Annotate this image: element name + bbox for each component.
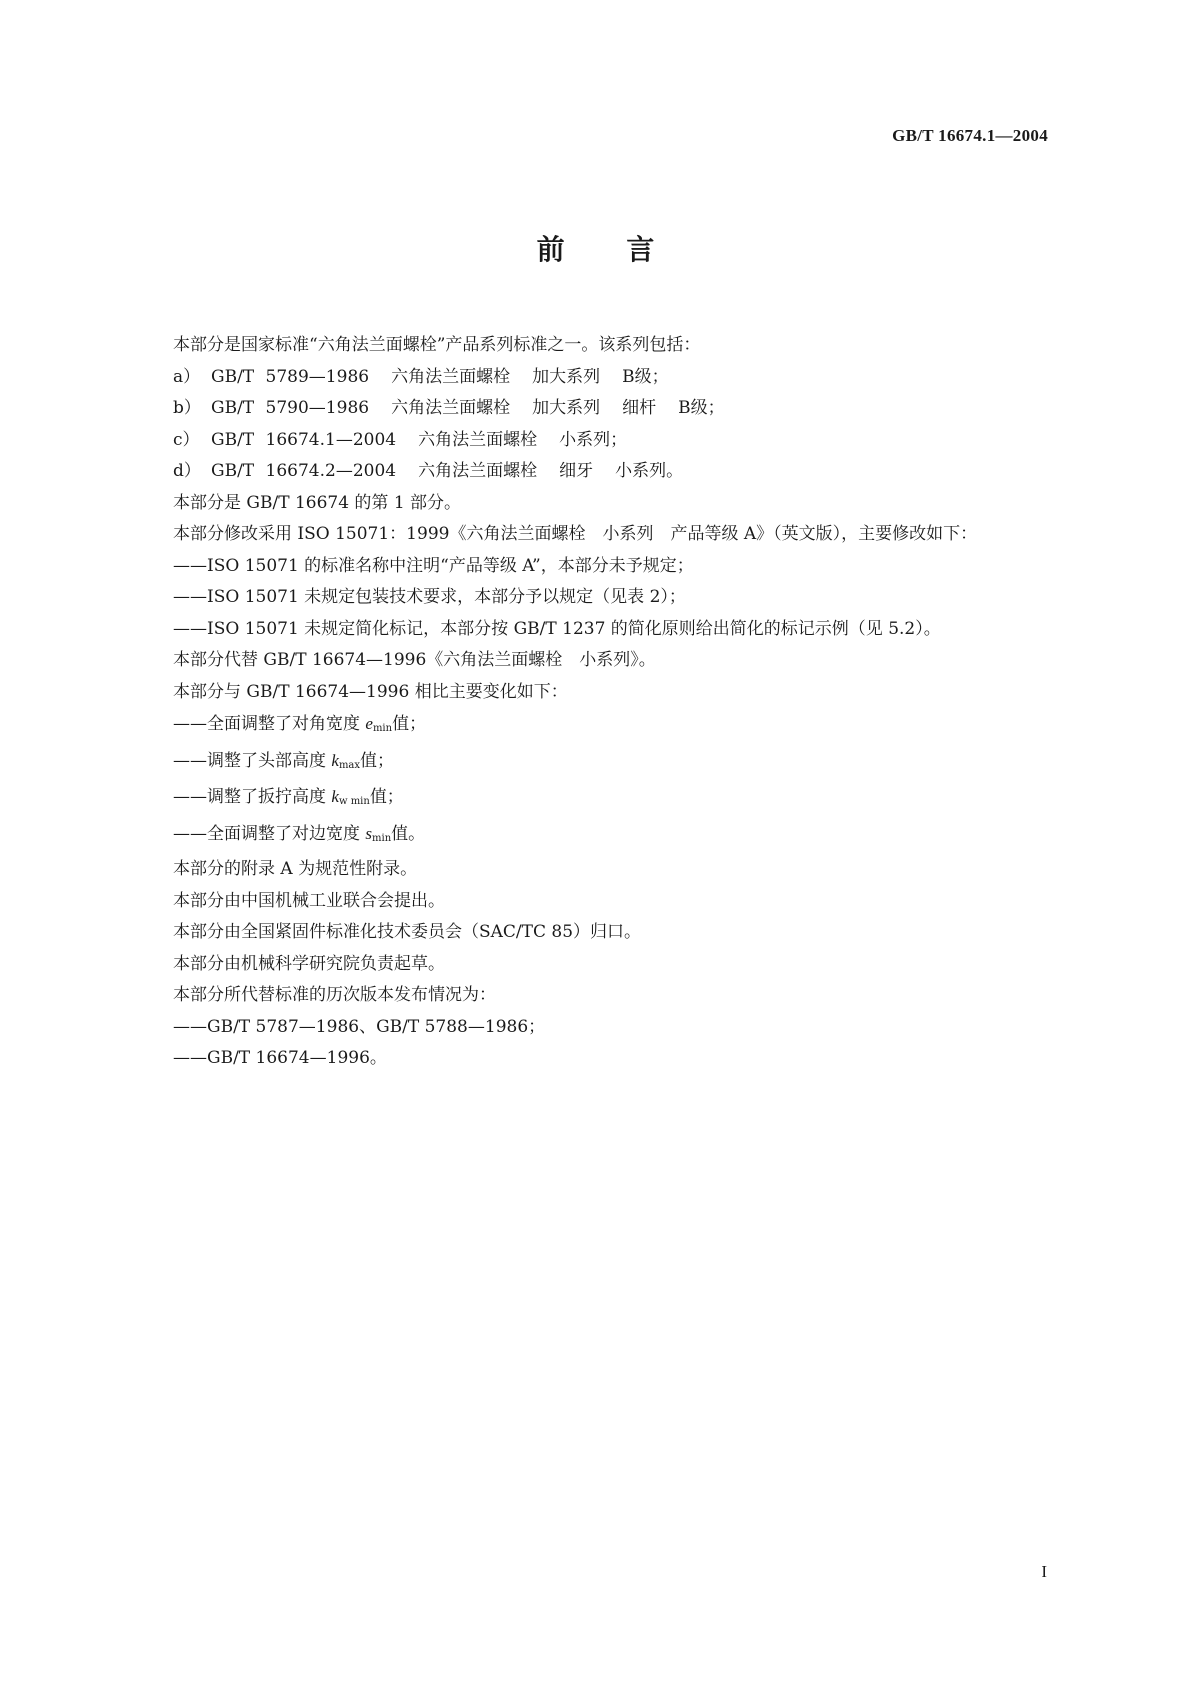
standard-code: GB/T 16674.1—2004 — [892, 126, 1048, 145]
change-item — [131, 818, 1054, 855]
series-name: 六角法兰面螺栓 — [418, 461, 538, 481]
modification-item: ——ISO 15071 未规定简化标记，本部分按 GB/T 1237 的简化原则给出简化的标记示例（见 5.2）。 — [173, 618, 941, 639]
series-spec: 加大系列 — [532, 398, 601, 418]
change-item — [131, 781, 1054, 818]
change-subscript: w min — [338, 796, 370, 807]
series-item-a — [131, 362, 1054, 394]
series-name: 六角法兰面螺栓 — [391, 398, 511, 418]
change-item — [131, 708, 1054, 745]
history-item: ——GB/T 16674—1996。 — [173, 1048, 387, 1068]
modification-item: ——ISO 15071 未规定包装技术要求，本部分予以规定（见表 2）； — [173, 587, 686, 607]
series-code: GB/T 16674.1—2004 — [211, 429, 397, 450]
series-item-d — [131, 456, 1054, 488]
annex-paragraph: 本部分的附录 A 为规范性附录。 — [173, 859, 418, 879]
change-suffix: 值。 — [391, 823, 426, 844]
series-label: c） — [173, 429, 200, 450]
change-suffix: 值； — [369, 787, 404, 807]
change-subscript: min — [372, 723, 393, 734]
change-text: ——调整了扳拧高度 — [173, 787, 332, 807]
history-intro: 本部分所代替标准的历次版本发布情况为： — [173, 985, 496, 1005]
title-char-2: 言 — [626, 233, 655, 266]
changes-intro: 本部分与 GB/T 16674—1996 相比主要变化如下： — [173, 681, 568, 702]
intro-paragraph: 本部分是国家标准“六角法兰面螺栓”产品系列标准之一。该系列包括： — [173, 335, 701, 355]
change-suffix: 值； — [360, 750, 395, 771]
change-suffix: 值； — [392, 714, 427, 734]
series-name: 六角法兰面螺栓 — [391, 366, 511, 387]
change-subscript: max — [338, 759, 361, 771]
change-symbol: k — [331, 787, 339, 806]
series-label: d） — [173, 461, 201, 481]
series-item-b — [131, 393, 1054, 425]
centralized-paragraph: 本部分由全国紧固件标准化技术委员会（SAC/TC 85）归口。 — [173, 922, 642, 942]
series-spec: B级； — [678, 398, 725, 418]
series-code: GB/T 16674.2—2004 — [211, 461, 397, 481]
series-spec: 小系列。 — [615, 461, 684, 481]
series-spec: B级； — [622, 366, 669, 387]
series-spec: 细牙 — [559, 461, 594, 481]
change-subscript: min — [372, 832, 392, 844]
adoption-paragraph: 本部分修改采用 ISO 15071：1999《六角法兰面螺栓 小系列 产品等级 A》（英文版），主要修改如下： — [173, 524, 978, 544]
change-symbol: e — [365, 714, 373, 733]
series-spec: 细杆 — [622, 398, 657, 418]
replaces-paragraph: 本部分代替 GB/T 16674—1996《六角法兰面螺栓 小系列》。 — [173, 650, 656, 670]
change-item — [131, 745, 1054, 782]
change-text: ——全面调整了对角宽度 — [173, 714, 366, 734]
history-item: ——GB/T 5787—1986、GB/T 5788—1986； — [173, 1016, 546, 1037]
page-number: I — [1041, 1562, 1047, 1581]
series-name: 六角法兰面螺栓 — [418, 429, 538, 450]
modification-item: ——ISO 15071 的标准名称中注明“产品等级 A”，本部分未予规定； — [173, 555, 694, 576]
change-text: ——全面调整了对边宽度 — [173, 823, 366, 844]
proposer-paragraph: 本部分由中国机械工业联合会提出。 — [173, 890, 445, 911]
change-symbol: s — [365, 823, 373, 843]
series-label: b） — [173, 398, 201, 418]
series-item-c — [131, 425, 1054, 457]
drafter-paragraph: 本部分由机械科学研究院负责起草。 — [173, 953, 445, 974]
series-spec: 加大系列 — [532, 366, 601, 387]
page-title — [0, 228, 1191, 268]
series-code: GB/T 5789—1986 — [211, 366, 370, 387]
series-code: GB/T 5790—1986 — [211, 398, 370, 418]
title-char-1: 前 — [536, 233, 565, 266]
part-statement: 本部分是 GB/T 16674 的第 1 部分。 — [173, 492, 462, 513]
series-spec: 小系列； — [559, 429, 628, 450]
series-label: a） — [173, 366, 201, 387]
change-symbol: k — [331, 750, 339, 770]
document-body — [131, 330, 1054, 1075]
change-text: ——调整了头部高度 — [173, 750, 332, 771]
